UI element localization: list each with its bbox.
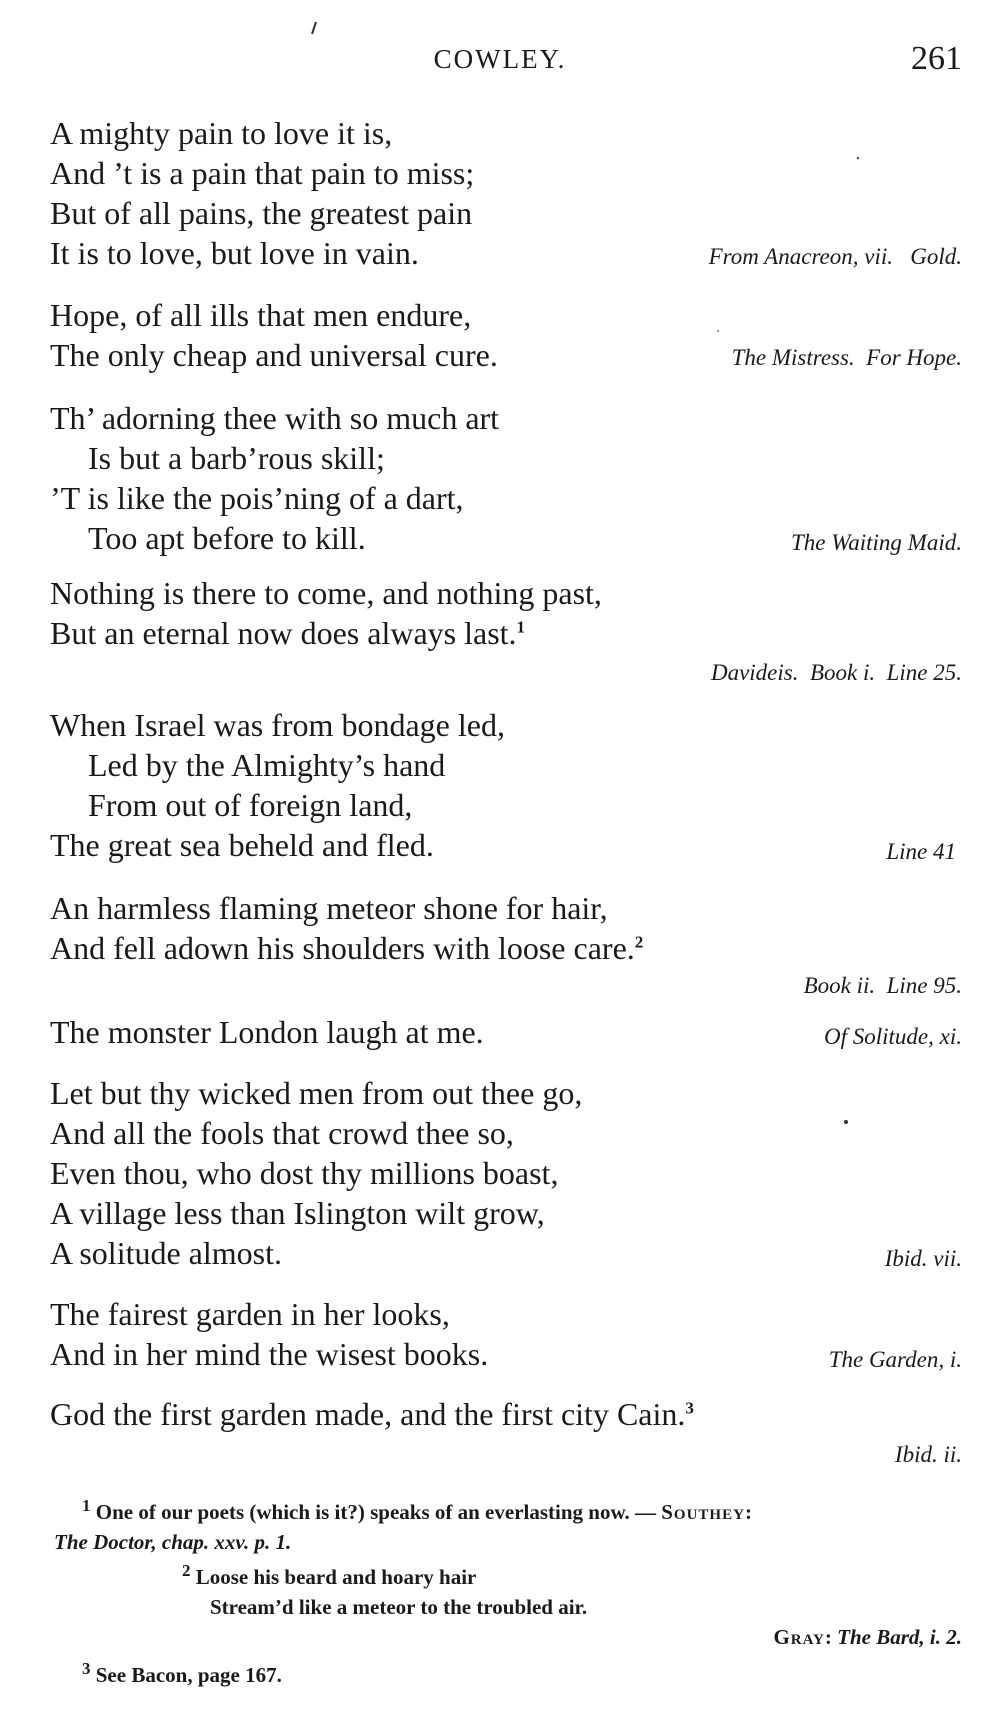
footnote-mark: 1: [82, 1496, 91, 1515]
verse-line: The only cheap and universal cure.: [50, 337, 498, 373]
verse-line: And ’t is a pain that pain to miss;: [50, 155, 475, 191]
footnote-text: See Bacon, page 167.: [95, 1663, 282, 1687]
citation: Davideis. Book i. Line 25.: [710, 660, 962, 685]
verse-text: And fell adown his shoulders with loose care.: [50, 930, 635, 966]
citation: From Anacreon, vii. Gold.: [708, 244, 962, 269]
verse-line: Led by the Almighty’s hand: [88, 747, 446, 783]
citation: The Garden, i.: [828, 1347, 962, 1372]
footnote-author: Southey: [661, 1500, 745, 1524]
verse-line: When Israel was from bondage led,: [50, 707, 505, 743]
footnote-mark: 2: [634, 932, 644, 952]
verse-line: Nothing is there to come, and nothing past,: [50, 575, 602, 611]
footnote-author: Gray: [773, 1625, 825, 1649]
footnote-1: $^1$ One of our poets (which is it?) speaks of an everlasting now. — Southey:: [82, 1496, 752, 1524]
footnote-mark: 3: [82, 1659, 91, 1678]
verse-line: The fairest garden in her looks,: [50, 1296, 450, 1332]
verse-text: But an eternal now does always last.: [50, 615, 517, 651]
verse-line: An harmless flaming meteor shone for hair,: [50, 890, 608, 926]
citation: The Waiting Maid.: [790, 530, 962, 555]
footnote-mark: 2: [182, 1561, 191, 1580]
footnote-2-attribution: Gray: The Bard, i. 2.: [773, 1625, 962, 1649]
citation: Ibid. ii.: [894, 1442, 962, 1467]
footnote-text: One of our poets (which is it?) speaks of an everlasting now. —: [95, 1500, 662, 1524]
verse-line: Is but a barb’rous skill;: [88, 440, 385, 476]
verse-line: The great sea beheld and fled.: [50, 827, 434, 863]
verse-line: It is to love, but love in vain.: [50, 235, 419, 271]
footnote-mark: 1: [516, 617, 526, 637]
verse-line: And all the fools that crowd thee so,: [50, 1115, 514, 1151]
citation: Book ii. Line 95.: [803, 973, 962, 998]
verse-line: Hope, of all ills that men endure,: [50, 297, 472, 333]
running-head: COWLEY.: [433, 44, 567, 74]
citation: Of Solitude, xi.: [824, 1024, 962, 1049]
citation: Ibid. vii.: [884, 1246, 962, 1271]
verse-line: A solitude almost.: [50, 1235, 282, 1271]
verse-line: Even thou, who dost thy millions boast,: [50, 1155, 559, 1191]
verse-line: But of all pains, the greatest pain: [50, 195, 473, 231]
verse-line: A village less than Islington wilt grow,: [50, 1195, 545, 1231]
footnote-2-line2: Stream’d like a meteor to the troubled air.: [210, 1595, 588, 1619]
verse-line: Th’ adorning thee with so much art: [50, 400, 500, 436]
verse-line: The monster London laugh at me.: [50, 1014, 484, 1050]
verse-text: God the first garden made, and the first city Cain.: [50, 1396, 686, 1432]
verse-line: Too apt before to kill.: [88, 520, 366, 556]
footnote-source: The Doctor, chap. xxv. p. 1.: [54, 1530, 292, 1554]
verse-line: And in her mind the wisest books.: [50, 1336, 489, 1372]
verse-line: A mighty pain to love it is,: [50, 115, 393, 151]
page-number: 261: [911, 40, 962, 77]
citation: Line 41: [886, 839, 956, 864]
footnote-source: The Bard, i. 2.: [837, 1625, 962, 1649]
footnote-text: Loose his beard and hoary hair: [195, 1565, 477, 1589]
verse-line: ’T is like the pois’ning of a dart,: [50, 480, 464, 516]
footnote-mark: 3: [685, 1398, 694, 1418]
verse-line: Let but thy wicked men from out thee go,: [50, 1075, 583, 1111]
citation: The Mistress. For Hope.: [731, 345, 962, 370]
verse-line: From out of foreign land,: [88, 787, 413, 823]
